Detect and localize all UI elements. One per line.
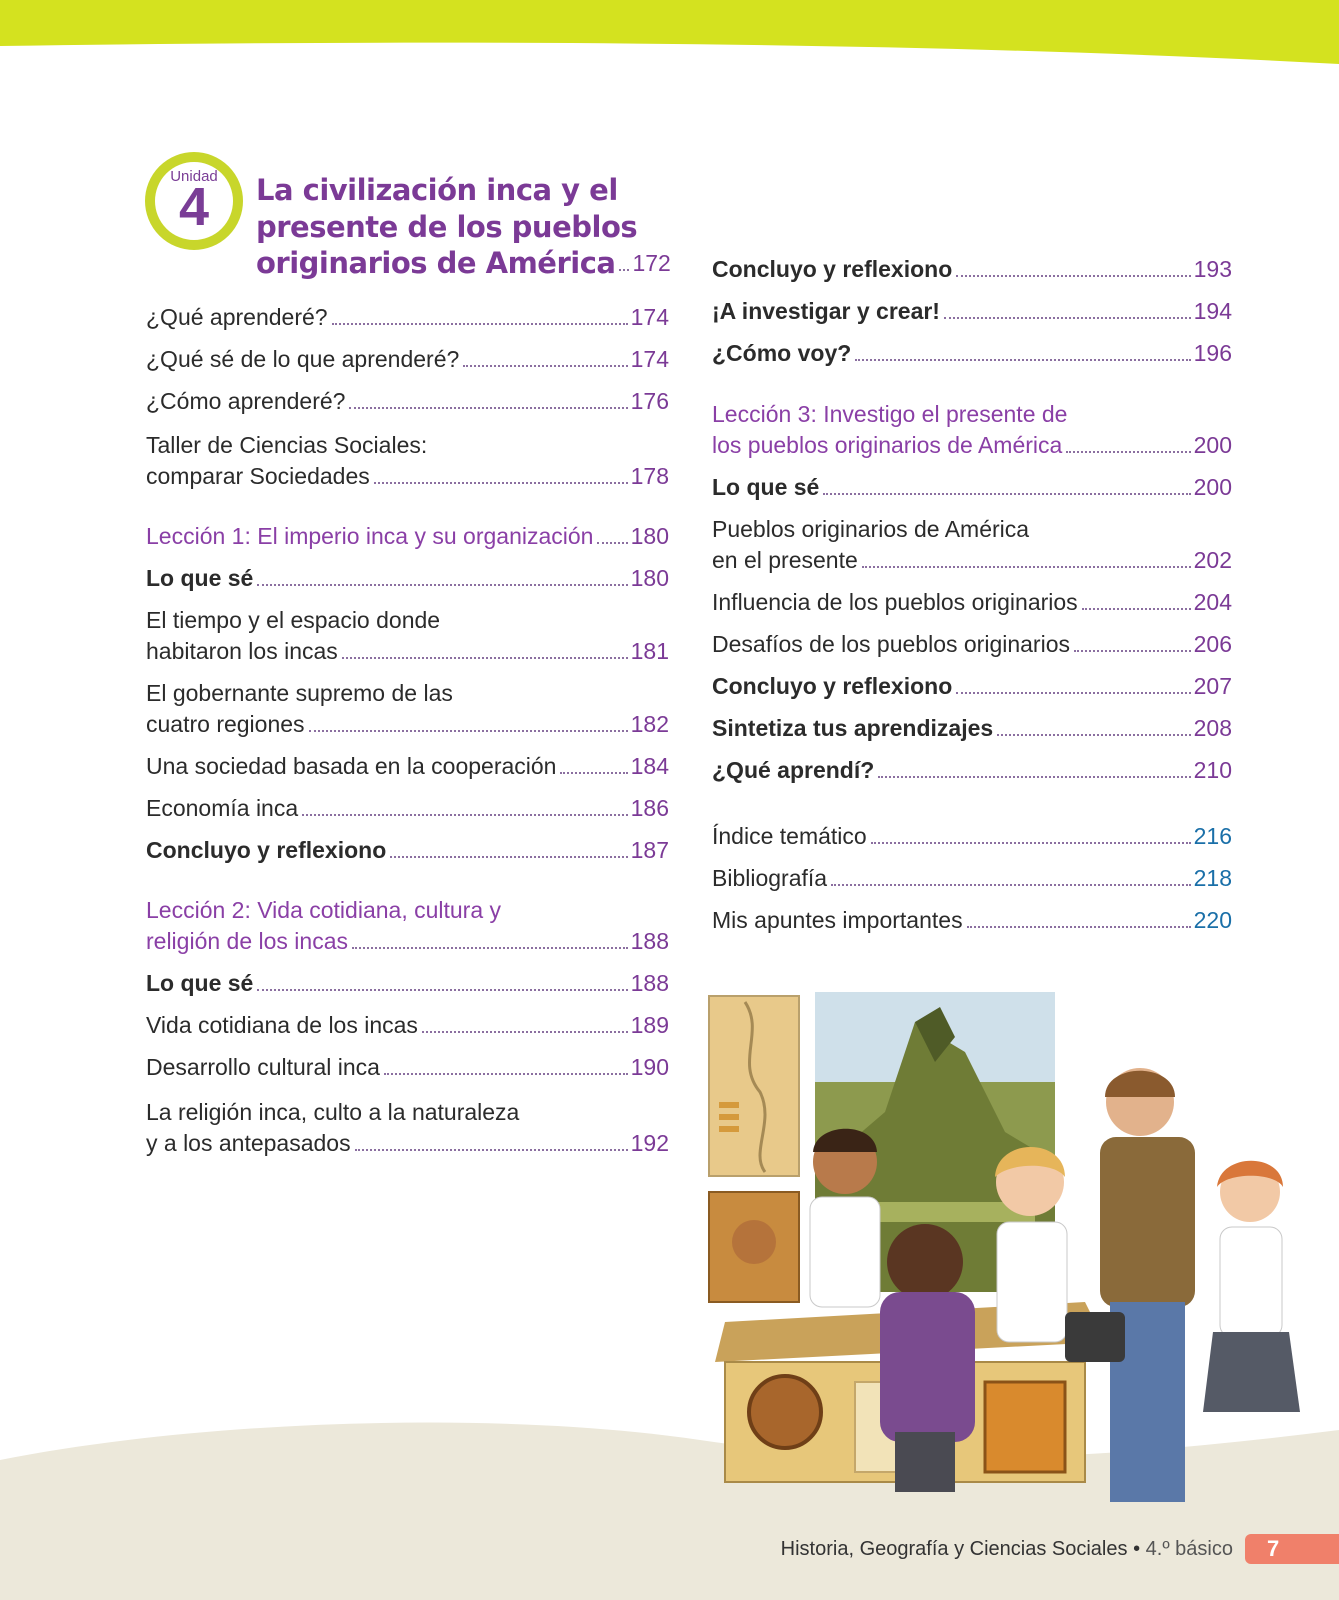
dot-leader (560, 772, 627, 774)
toc-label: Economía inca (146, 795, 299, 821)
page-number: 216 (1193, 823, 1232, 849)
toc-entry[interactable] (146, 344, 669, 375)
toc-label: ¿Cómo aprenderé? (146, 388, 346, 414)
toc-label: en el presente (712, 547, 858, 573)
page-number: 218 (1193, 865, 1232, 891)
unit-number: 4 (178, 177, 210, 237)
dot-leader (257, 584, 627, 586)
page-footer (781, 1532, 1339, 1566)
toc-label: Índice temático (712, 823, 867, 849)
page-number: 184 (630, 753, 669, 779)
dot-leader (878, 776, 1190, 778)
toc-entry[interactable] (712, 587, 1232, 618)
dot-leader (302, 814, 627, 816)
dot-leader (342, 657, 628, 659)
toc-entry[interactable] (712, 821, 1232, 852)
toc-label: cuatro regiones (146, 711, 305, 737)
unit-title-line: originarios de América (256, 246, 616, 280)
toc-label: habitaron los incas (146, 638, 338, 664)
dot-leader (355, 1149, 628, 1151)
toc-entry[interactable] (146, 386, 669, 417)
toc-label-line: El gobernante supremo de las (146, 680, 453, 706)
dot-leader (855, 359, 1190, 361)
page-number: 174 (630, 346, 669, 372)
top-green-band (0, 0, 1339, 80)
toc-entry[interactable] (146, 709, 669, 740)
toc-label: Sintetiza tus aprendizajes (712, 715, 994, 741)
dot-leader (831, 884, 1191, 886)
unit-title-line: La civilización inca y el (256, 173, 618, 207)
toc-label-line: El tiempo y el espacio donde (146, 607, 441, 633)
page-number: 180 (630, 523, 669, 549)
toc-entry[interactable] (146, 835, 669, 866)
page-number: 200 (1193, 432, 1232, 458)
toc-label: Concluyo y reflexiono (146, 837, 387, 863)
page-number: 206 (1193, 631, 1232, 657)
dot-leader (944, 317, 1191, 319)
toc-entry[interactable] (146, 636, 669, 667)
page-number: 208 (1193, 715, 1232, 741)
dot-leader (619, 269, 629, 271)
toc-entry[interactable] (146, 968, 669, 999)
toc-entry[interactable] (712, 629, 1232, 660)
dot-leader (374, 482, 628, 484)
page-number: 188 (630, 928, 669, 954)
lesson-heading-line: Lección 3: Investigo el presente de (712, 401, 1068, 427)
toc-label: ¿Cómo voy? (712, 340, 852, 366)
toc-entry[interactable] (712, 713, 1232, 744)
page-number: 182 (630, 711, 669, 737)
toc-label: ¿Qué aprenderé? (146, 304, 328, 330)
footer-page-number: 7 (1245, 1534, 1339, 1564)
page-number: 174 (630, 304, 669, 330)
dot-leader (463, 365, 627, 367)
dot-leader (349, 407, 627, 409)
toc-entry[interactable] (146, 302, 669, 333)
page-number: 180 (630, 565, 669, 591)
dot-leader (1082, 608, 1191, 610)
toc-label: Lección 1: El imperio inca y su organización (146, 523, 594, 549)
toc-label: Lo que sé (712, 474, 820, 500)
toc-label: comparar Sociedades (146, 463, 370, 489)
toc-entry[interactable] (712, 863, 1232, 894)
dot-leader (956, 692, 1190, 694)
toc-label-line: Taller de Ciencias Sociales: (146, 432, 428, 458)
toc-entry[interactable] (146, 1052, 669, 1083)
toc-label: Vida cotidiana de los incas (146, 1012, 418, 1038)
dot-leader (597, 542, 627, 544)
toc-entry[interactable] (146, 751, 669, 782)
page-number: 192 (630, 1130, 669, 1156)
dot-leader (1074, 650, 1191, 652)
page-number: 194 (1193, 298, 1232, 324)
page-number: 188 (630, 970, 669, 996)
dot-leader (332, 323, 628, 325)
page-number: 200 (1193, 474, 1232, 500)
dot-leader (871, 842, 1191, 844)
footer-subject: Historia, Geografía y Ciencias Sociales (780, 1537, 1128, 1560)
page-number: 193 (1193, 256, 1232, 282)
page-number: 220 (1193, 907, 1232, 933)
toc-entry[interactable] (146, 1128, 669, 1159)
page-number: 204 (1193, 589, 1232, 615)
dot-leader (257, 989, 627, 991)
toc-label: religión de los incas (146, 928, 349, 954)
toc-label: Lo que sé (146, 565, 254, 591)
lesson-heading-line: Lección 2: Vida cotidiana, cultura y (146, 897, 502, 923)
dot-leader (956, 275, 1190, 277)
toc-label: Bibliografía (712, 865, 828, 891)
unit-title-entry[interactable] (256, 248, 669, 279)
unit-title[interactable] (256, 172, 676, 246)
page-number: 172 (632, 250, 671, 276)
toc-label: Concluyo y reflexiono (712, 256, 953, 282)
toc-label: Desafíos de los pueblos originarios (712, 631, 1070, 657)
dot-leader (967, 926, 1191, 928)
toc-entry[interactable] (712, 755, 1232, 786)
page-number: 186 (630, 795, 669, 821)
toc-label: Mis apuntes importantes (712, 907, 963, 933)
page-number: 210 (1193, 757, 1232, 783)
dot-leader (997, 734, 1190, 736)
student-backpack-figure (887, 1224, 963, 1300)
toc-entry[interactable] (712, 671, 1232, 702)
dot-leader (1066, 451, 1190, 453)
toc-entry[interactable] (712, 905, 1232, 936)
page-number: 207 (1193, 673, 1232, 699)
dot-leader (862, 566, 1191, 568)
footer-text (781, 1538, 1233, 1561)
page-number: 176 (630, 388, 669, 414)
dot-leader (384, 1073, 628, 1075)
unit-title-line: presente de los pueblos (256, 210, 638, 244)
page-number: 187 (630, 837, 669, 863)
dot-leader (309, 730, 628, 732)
toc-label: ¿Qué sé de lo que aprenderé? (146, 346, 460, 372)
toc-entry[interactable] (712, 338, 1232, 369)
toc-label: Lo que sé (146, 970, 254, 996)
page-number: 178 (630, 463, 669, 489)
lesson-heading[interactable] (146, 521, 669, 552)
toc-label-line: Pueblos originarios de América (712, 516, 1030, 542)
toc-entry[interactable] (146, 563, 669, 594)
dot-leader (352, 947, 628, 949)
page-number: 181 (630, 638, 669, 664)
page-number: 196 (1193, 340, 1232, 366)
page-number: 189 (630, 1012, 669, 1038)
toc-entry[interactable] (712, 545, 1232, 576)
toc-entry[interactable] (712, 472, 1232, 503)
lesson-heading[interactable] (146, 926, 669, 957)
toc-entry[interactable] (146, 1010, 669, 1041)
lesson-heading[interactable] (712, 430, 1232, 461)
toc-label-line: La religión inca, culto a la naturaleza (146, 1099, 520, 1125)
toc-label: los pueblos originarios de América (712, 432, 1063, 458)
unit-badge (143, 150, 245, 252)
footer-bullet: • (1133, 1537, 1141, 1560)
dot-leader (823, 493, 1190, 495)
toc-label: y a los antepasados (146, 1130, 351, 1156)
toc-entry[interactable] (712, 296, 1232, 327)
footer-grade: 4.º básico (1145, 1537, 1233, 1560)
toc-label: Una sociedad basada en la cooperación (146, 753, 557, 779)
toc-label: ¡A investigar y crear! (712, 298, 940, 324)
toc-entry[interactable] (146, 461, 669, 492)
toc-entry[interactable] (146, 793, 669, 824)
page-number: 202 (1193, 547, 1232, 573)
classroom-illustration (705, 992, 1315, 1522)
toc-label: Desarrollo cultural inca (146, 1054, 380, 1080)
toc-entry[interactable] (712, 254, 1232, 285)
page-number: 190 (630, 1054, 669, 1080)
dot-leader (422, 1031, 628, 1033)
toc-label: ¿Qué aprendí? (712, 757, 875, 783)
unit-word: Unidad (170, 168, 218, 185)
toc-label: Influencia de los pueblos originarios (712, 589, 1078, 615)
dot-leader (390, 856, 627, 858)
toc-label: Concluyo y reflexiono (712, 673, 953, 699)
